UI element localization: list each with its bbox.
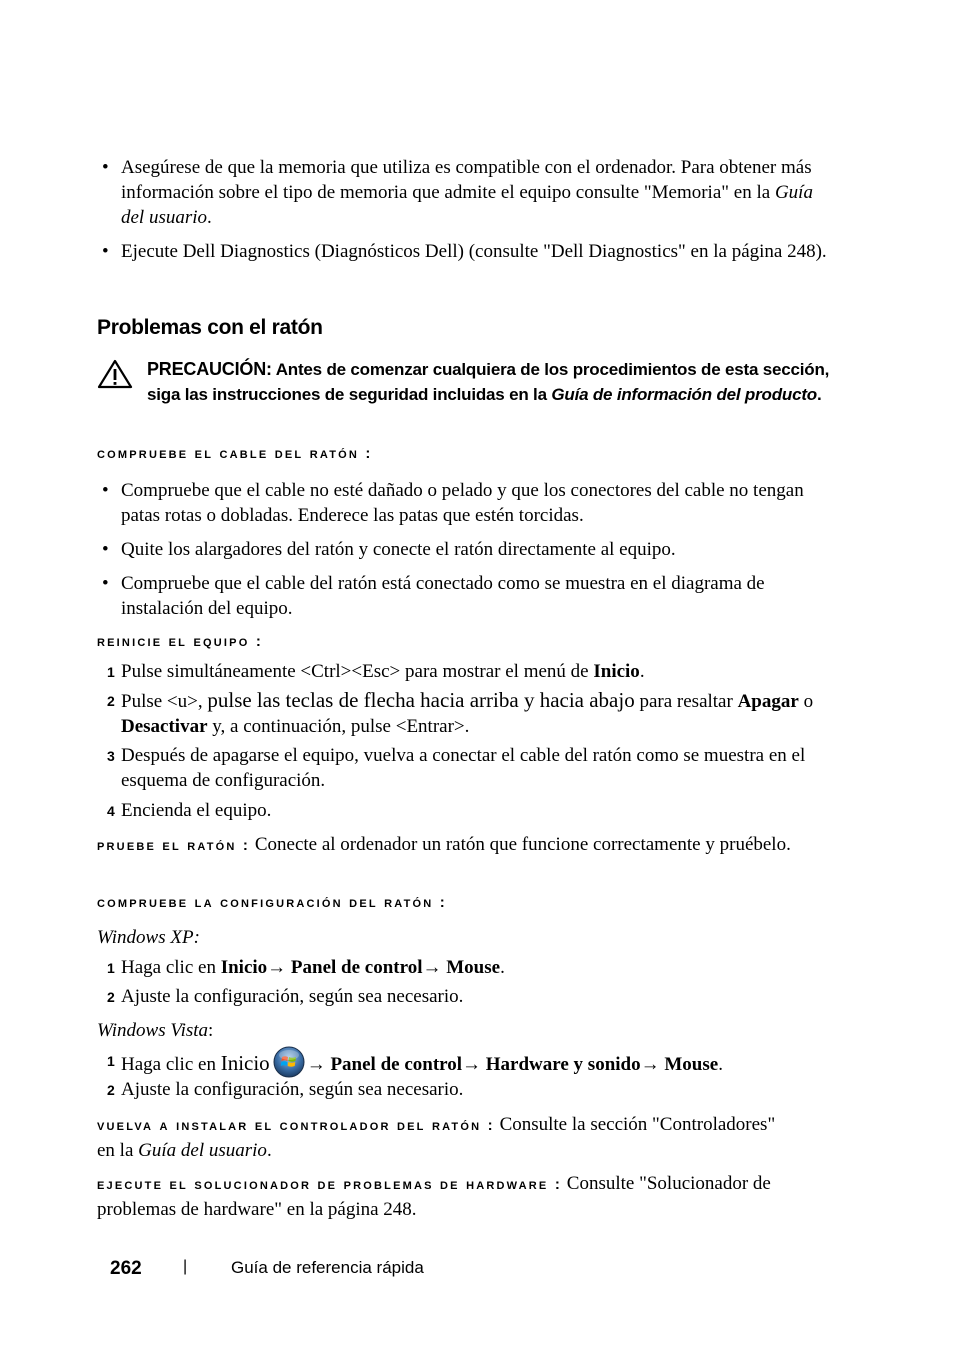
paragraph-text: Consulte "Solucionador de problemas de hardware" en la página 248. (97, 1173, 771, 1220)
arrow-icon: → (267, 957, 291, 978)
step-item (97, 955, 827, 980)
os-colon: : (208, 1020, 214, 1041)
bullet-text: Asegúrese de que la memoria que utiliza es compatible con el ordenador. Para obtener más información sobre el tipo de memoria que admite el equipo consulte "Memoria" en la (121, 157, 812, 203)
step-number: 2 (107, 989, 115, 1005)
bullet-dot: • (102, 480, 109, 501)
check-config-heading (97, 894, 837, 912)
step-text-large: pulse las teclas de flecha hacia arriba y hacia abajo (207, 688, 635, 712)
paragraph-text: Conecte al ordenador un ratón que funcione correctamente y pruébelo. (250, 834, 791, 855)
subheading-label: vuelva a instalar el controlador del ratón : (97, 1117, 495, 1134)
user-guide-reference: Guía del usuario (138, 1140, 267, 1161)
menu-hardware-y-sonido: Hardware y sonido (485, 1054, 641, 1075)
bullet-text: Compruebe que el cable no esté dañado o pelado y que los conectores del cable no tengan patas rotas o dobladas. Enderece las patas que estén torcidas. (121, 480, 804, 526)
list-item (97, 571, 827, 621)
step-number: 1 (107, 664, 115, 680)
step-number: 1 (107, 960, 115, 976)
step-text-end: . (718, 1054, 723, 1075)
step-text-end: y, a continuación, pulse <Entrar>. (207, 716, 470, 737)
step-text: Ajuste la configuración, según sea necesario. (121, 1079, 464, 1100)
bullet-text-end: . (207, 207, 212, 228)
list-item (97, 155, 827, 230)
menu-panel-de-control: Panel de control (330, 1054, 463, 1075)
bullet-text: Ejecute Dell Diagnostics (Diagnósticos Dell) (consulte "Dell Diagnostics" en la página 248). (121, 241, 827, 262)
menu-mouse: Mouse (446, 957, 501, 978)
caution-guide-reference: Guía de información del producto (551, 385, 817, 404)
subheading-label: compruebe la configuración del ratón : (97, 894, 447, 911)
step-item (97, 1077, 827, 1102)
subheading-label: compruebe el cable del ratón : (97, 445, 373, 462)
os-name: Windows XP (97, 927, 194, 948)
page-number: 262 (110, 1258, 142, 1279)
step-text: Encienda el equipo. (121, 800, 272, 821)
step-item (97, 984, 827, 1009)
step-item (97, 743, 827, 793)
caution-text: Antes de comenzar cualquiera de los procedimientos de esta sección, siga las instrucciones de seguridad incluidas en la (147, 360, 830, 404)
windows-xp-label (97, 925, 837, 950)
step-text-end: . (639, 661, 645, 682)
step-number: 1 (107, 1053, 115, 1069)
subheading-label: reinicie el equipo : (97, 633, 264, 650)
arrow-icon: → (422, 957, 447, 978)
caution-note (97, 357, 837, 407)
windows-vista-label (97, 1018, 837, 1043)
step-number: 2 (107, 693, 115, 709)
footer-title: Guía de referencia rápida (231, 1258, 424, 1277)
os-colon: : (193, 927, 200, 948)
menu-name: Inicio (593, 661, 640, 682)
arrow-icon: → (462, 1054, 486, 1075)
user-guide-reference: Guía del usuario (121, 182, 813, 228)
caution-label: PRECAUCIÓN: (147, 359, 272, 379)
menu-panel-de-control: Panel de control (290, 957, 423, 978)
bullet-text: Quite los alargadores del ratón y conecte el ratón directamente al equipo. (121, 539, 676, 560)
warning-triangle-icon (97, 359, 133, 394)
step-item (97, 798, 827, 823)
test-mouse-paragraph (97, 832, 797, 858)
paragraph-end: . (266, 1140, 272, 1161)
list-item (97, 478, 827, 528)
step-text-end: . (500, 957, 505, 978)
menu-inicio: Inicio (220, 1051, 270, 1075)
step-text: Pulse <u>, (121, 691, 208, 712)
arrow-icon: → (306, 1054, 331, 1075)
step-text: Ajuste la configuración, según sea necesario. (121, 986, 464, 1007)
step-number: 4 (107, 803, 115, 819)
section-title: Problemas con el ratón (97, 316, 323, 339)
subheading-label: pruebe el ratón : (97, 837, 251, 854)
bullet-dot: • (102, 241, 109, 262)
bullet-text: Compruebe que el cable del ratón está conectado como se muestra en el diagrama de instalación del equipo. (121, 573, 765, 619)
step-text-or: o (798, 691, 814, 712)
step-number: 2 (107, 1082, 115, 1098)
step-number: 3 (107, 748, 115, 764)
os-name: Windows Vista (97, 1020, 209, 1041)
bullet-dot: • (102, 539, 109, 560)
arrow-icon: → (640, 1054, 665, 1075)
menu-inicio: Inicio (220, 957, 268, 978)
step-text: Pulse simultáneamente <Ctrl><Esc> para mostrar el menú de (121, 661, 594, 682)
menu-mouse: Mouse (664, 1054, 719, 1075)
step-text: Haga clic en (121, 1054, 221, 1075)
list-item (97, 239, 827, 264)
list-item (97, 537, 827, 562)
footer-separator: | (183, 1258, 188, 1275)
paragraph-text: Consulte la sección "Controladores" en la (97, 1114, 776, 1161)
reinstall-driver-paragraph (97, 1112, 777, 1163)
check-cable-heading (97, 445, 837, 463)
caution-end: . (816, 385, 822, 404)
step-text: Haga clic en (121, 957, 221, 978)
bullet-dot: • (102, 157, 109, 178)
troubleshooter-paragraph (97, 1171, 777, 1222)
step-item (97, 659, 827, 684)
restart-heading (97, 633, 837, 651)
option-desactivar: Desactivar (121, 716, 208, 737)
step-text-cont: para resaltar (634, 691, 738, 712)
subheading-label: ejecute el solucionador de problemas de hardware : (97, 1176, 563, 1193)
step-text: Después de apagarse el equipo, vuelva a conectar el cable del ratón como se muestra en el esquema de configuración. (121, 745, 806, 791)
step-item (97, 688, 827, 739)
bullet-dot: • (102, 573, 109, 594)
option-apagar: Apagar (737, 691, 799, 712)
